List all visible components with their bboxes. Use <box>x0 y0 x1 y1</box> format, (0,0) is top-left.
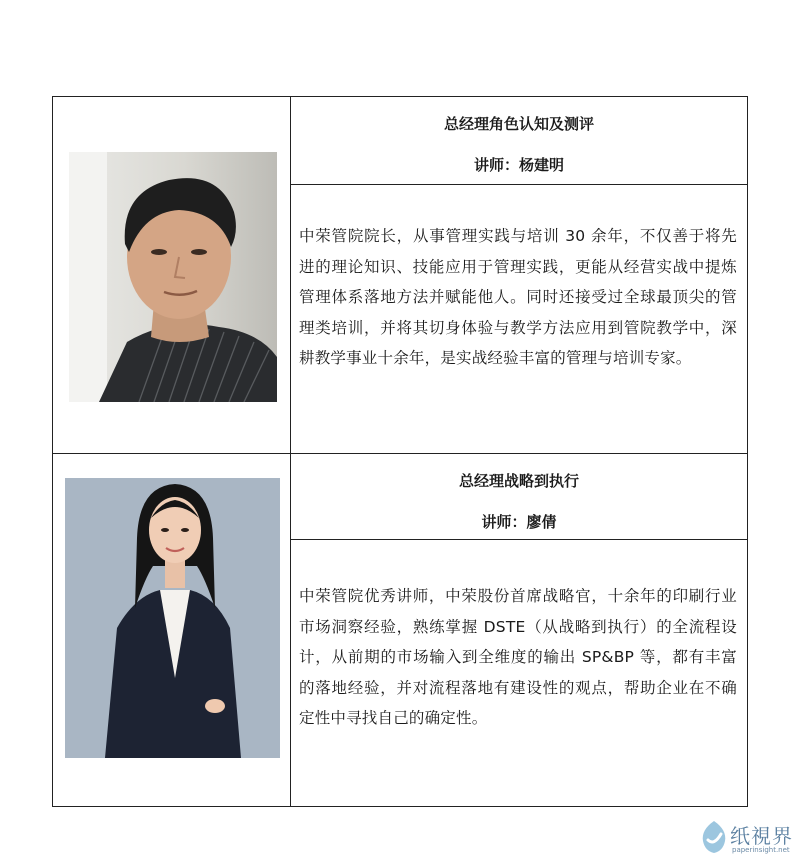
watermark-url: paperinsight.net <box>732 846 790 854</box>
course-title: 总经理角色认知及测评 <box>443 115 594 133</box>
watermark-text: 纸視界 <box>730 824 793 848</box>
lecturer-photo <box>65 478 280 758</box>
course-title: 总经理战略到执行 <box>458 472 579 490</box>
lecturer-line <box>291 511 747 532</box>
watermark-logo-icon <box>700 820 728 854</box>
watermark <box>700 818 795 858</box>
info-cell <box>291 454 747 806</box>
lecturer-table <box>52 96 748 807</box>
table-row <box>53 97 747 454</box>
lecturer-label: 讲师： <box>481 513 527 531</box>
lecturer-line <box>291 154 747 175</box>
photo-cell <box>53 97 291 453</box>
lecturer-name: 杨建明 <box>519 156 565 174</box>
course-header <box>291 97 747 185</box>
lecturer-bio: 中荣管院院长，从事管理实践与培训 30 余年，不仅善于将先进的理论知识、技能应用于管理实践，更能从经营实战中提炼管理体系落地方法并赋能他人。同时还接受过全球最顶尖的管理类培训，并将其切身体验与教学方法应用到管院教学中，深耕教学事业十余年，是实战经验丰富的管理与培训专家。 <box>299 227 737 367</box>
course-header <box>291 454 747 540</box>
lecturer-bio: 中荣管院优秀讲师，中荣股份首席战略官，十余年的印刷行业市场洞察经验，熟练掌握 DSTE（从战略到执行）的全流程设计，从前期的市场输入到全维度的输出 SP&BP 等，都有丰富的落地经验，并对流程落地有建设性的观点，帮助企业在不确定性中寻找自己的确定性。 <box>299 587 737 727</box>
table-row <box>53 454 747 806</box>
lecturer-name: 廖倩 <box>526 513 557 531</box>
lecturer-photo <box>69 152 277 402</box>
photo-cell <box>53 454 291 806</box>
lecturer-label: 讲师： <box>473 156 519 174</box>
info-cell <box>291 97 747 453</box>
